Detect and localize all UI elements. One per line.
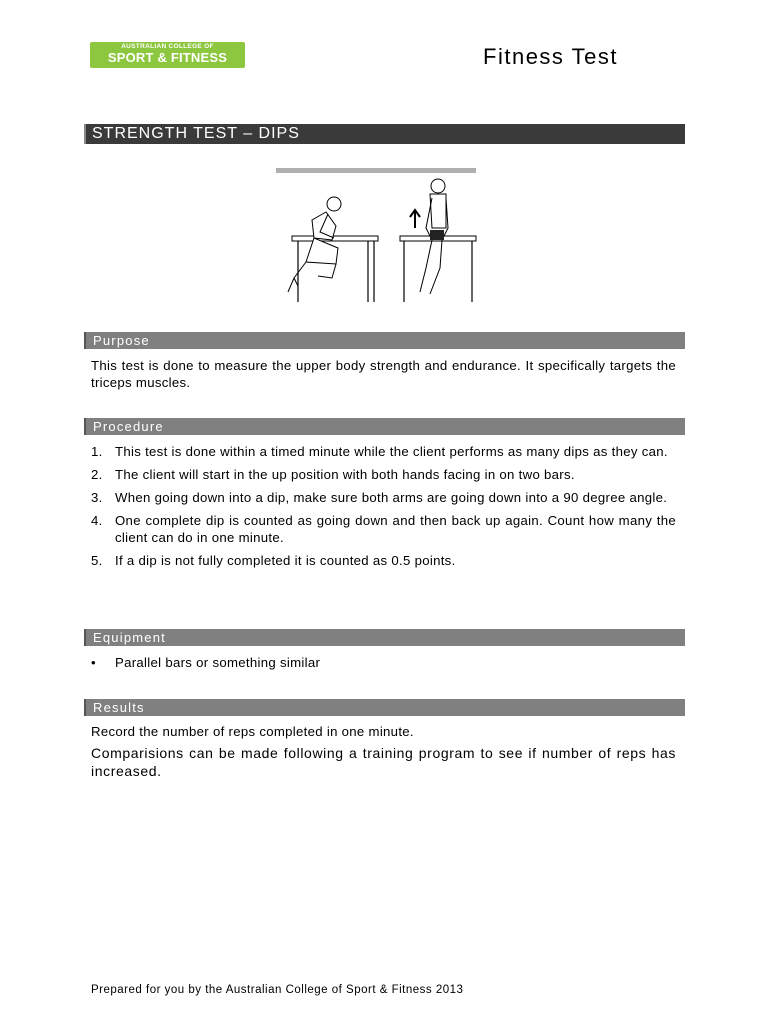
procedure-step xyxy=(91,512,676,546)
step-text: If a dip is not fully completed it is counted as 0.5 points. xyxy=(115,553,456,568)
step-text: This test is done within a timed minute while the client performs as many dips as they can. xyxy=(115,444,668,459)
procedure-step xyxy=(91,552,676,569)
equipment-list xyxy=(91,654,676,671)
procedure-step xyxy=(91,443,676,460)
purpose-heading: Purpose xyxy=(84,332,685,349)
procedure-step xyxy=(91,466,676,483)
step-text: One complete dip is counted as going down and then back up again. Count how many the client can do in one minute. xyxy=(115,513,676,545)
step-number: 5. xyxy=(91,553,103,568)
logo-big-text: SPORT & FITNESS xyxy=(107,50,228,65)
step-text: When going down into a dip, make sure both arms are going down into a 90 degree angle. xyxy=(115,490,668,505)
procedure-heading: Procedure xyxy=(84,418,685,435)
step-number: 2. xyxy=(91,467,103,482)
college-logo xyxy=(90,42,245,68)
results-heading: Results xyxy=(84,699,685,716)
results-line-1: Record the number of reps completed in one minute. xyxy=(91,724,414,739)
step-number: 4. xyxy=(91,513,103,528)
equipment-item-text: Parallel bars or something similar xyxy=(115,655,321,670)
procedure-step xyxy=(91,489,676,506)
main-heading: STRENGTH TEST – DIPS xyxy=(84,124,685,144)
purpose-text: This test is done to measure the upper body strength and endurance. It specifically targets the triceps muscles. xyxy=(91,358,676,390)
step-number: 3. xyxy=(91,490,103,505)
logo-small-text: AUSTRALIAN COLLEGE OF xyxy=(121,43,214,50)
results-line-2: Comparisions can be made following a training program to see if number of reps has increased. xyxy=(91,745,676,779)
dips-illustration xyxy=(276,168,478,306)
step-text: The client will start in the up position with both hands facing in on two bars. xyxy=(115,467,575,482)
step-number: 1. xyxy=(91,444,103,459)
document-title: Fitness Test xyxy=(483,44,618,69)
bullet-icon: • xyxy=(91,655,96,670)
equipment-heading: Equipment xyxy=(84,629,685,646)
procedure-list xyxy=(91,443,676,575)
equipment-item xyxy=(91,654,676,671)
footer-text: Prepared for you by the Australian College of Sport & Fitness 2013 xyxy=(91,984,464,996)
